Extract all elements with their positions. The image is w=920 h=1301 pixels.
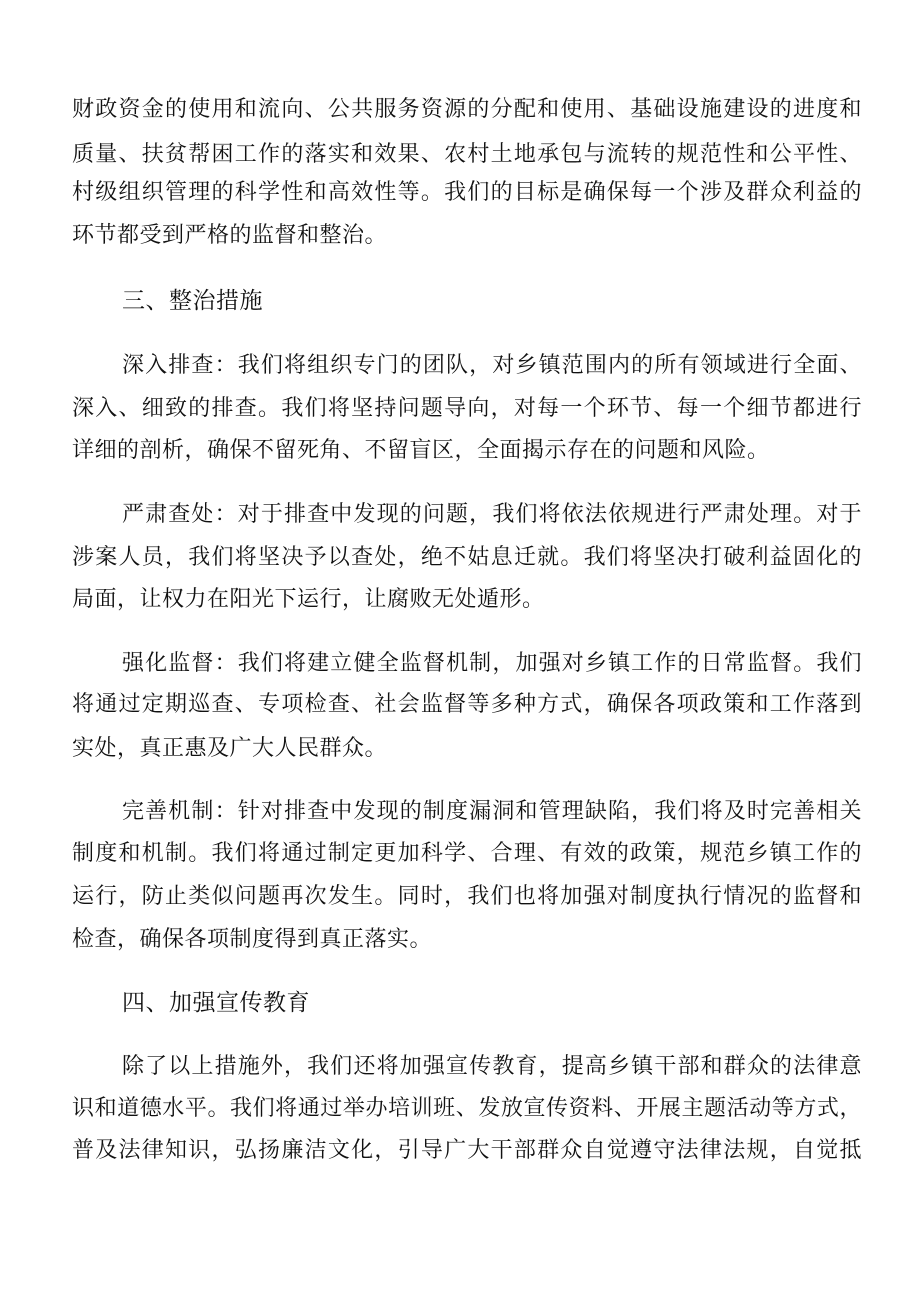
paragraph-line: 深入排查：我们将组织专门的团队，对乡镇范围内的所有领域进行全面、 bbox=[122, 353, 862, 378]
paragraph-line: 严肃查处：对于排查中发现的问题，我们将依法依规进行严肃处理。对于 bbox=[122, 502, 862, 527]
paragraph-line: 实处，真正惠及广大人民群众。 bbox=[72, 736, 388, 761]
section-heading: 四、加强宣传教育 bbox=[122, 990, 310, 1016]
paragraph-line: 质量、扶贫帮困工作的落实和效果、农村土地承包与流转的规范性和公平性、 bbox=[72, 142, 862, 167]
paragraph-line: 环节都受到严格的监督和整治。 bbox=[72, 223, 388, 248]
paragraph-line: 涉案人员，我们将坚决予以查处，绝不姑息迁就。我们将坚决打破利益固化的 bbox=[72, 545, 862, 570]
paragraph-line: 详细的剖析，确保不留死角、不留盲区，全面揭示存在的问题和风险。 bbox=[72, 438, 770, 463]
paragraph-line: 将通过定期巡查、专项检查、社会监督等多种方式，确保各项政策和工作落到 bbox=[72, 692, 862, 717]
paragraph-line: 强化监督：我们将建立健全监督机制，加强对乡镇工作的日常监督。我们 bbox=[122, 651, 862, 676]
paragraph-line: 制度和机制。我们将通过制定更加科学、合理、有效的政策，规范乡镇工作的 bbox=[72, 841, 862, 866]
paragraph-line: 深入、细致的排查。我们将坚持问题导向，对每一个环节、每一个细节都进行 bbox=[72, 396, 862, 421]
section-heading: 三、整治措施 bbox=[122, 288, 263, 314]
paragraph-line: 检查，确保各项制度得到真正落实。 bbox=[72, 927, 433, 952]
paragraph-line: 财政资金的使用和流向、公共服务资源的分配和使用、基础设施建设的进度和 bbox=[72, 97, 862, 122]
paragraph-line: 普及法律知识，弘扬廉洁文化，引导广大干部群众自觉遵守法律法规，自觉抵 bbox=[72, 1138, 862, 1163]
paragraph-line: 村级组织管理的科学性和高效性等。我们的目标是确保每一个涉及群众利益的 bbox=[72, 180, 862, 205]
paragraph-line: 局面，让权力在阳光下运行，让腐败无处遁形。 bbox=[72, 587, 545, 612]
paragraph-line: 运行，防止类似问题再次发生。同时，我们也将加强对制度执行情况的监督和 bbox=[72, 884, 862, 909]
paragraph-line: 完善机制：针对排查中发现的制度漏洞和管理缺陷，我们将及时完善相关 bbox=[122, 799, 862, 824]
paragraph-line: 除了以上措施外，我们还将加强宣传教育，提高乡镇干部和群众的法律意 bbox=[122, 1054, 862, 1079]
paragraph-line: 识和道德水平。我们将通过举办培训班、发放宣传资料、开展主题活动等方式， bbox=[72, 1096, 862, 1121]
